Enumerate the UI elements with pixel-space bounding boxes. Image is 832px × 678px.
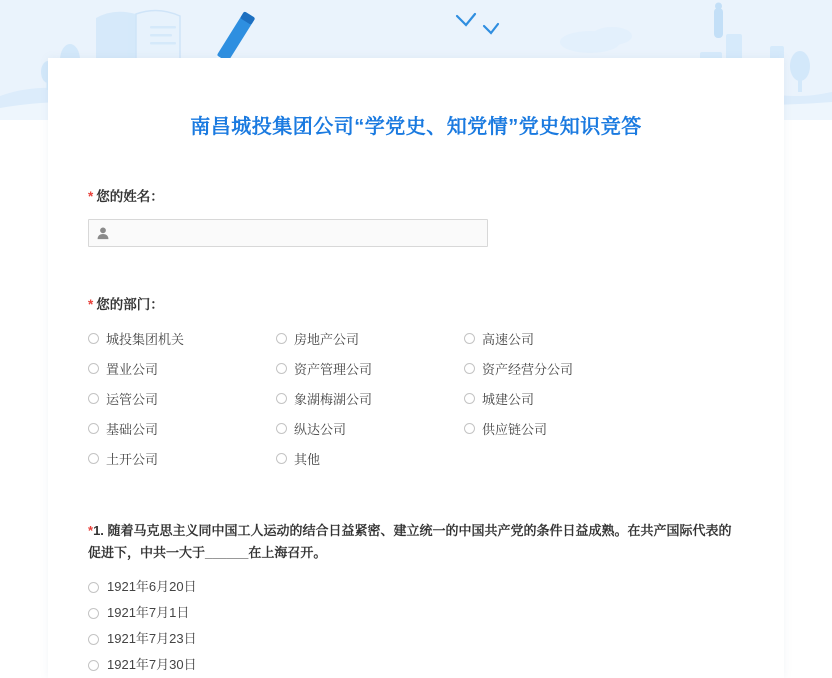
radio-option-dept-10[interactable] [276, 419, 464, 438]
radio-label: 供应链公司 [482, 422, 548, 437]
radio-option-q1-1[interactable] [88, 600, 744, 626]
radio-circle-icon[interactable] [88, 608, 99, 619]
question-1-text: 随着马克思主义同中国工人运动的结合日益紧密、建立统一的中国共产党的条件日益成熟。在共产国际代表的促进下，中共一大于______在上海召开。 [88, 523, 732, 560]
radio-option-q1-2[interactable] [88, 626, 744, 652]
radio-circle-icon[interactable] [276, 393, 287, 404]
radio-option-dept-5[interactable] [464, 359, 652, 378]
radio-circle-icon[interactable] [276, 363, 287, 374]
radio-option-dept-11[interactable] [464, 419, 652, 438]
radio-label: 1921年7月23日 [107, 631, 197, 646]
radio-circle-icon[interactable] [276, 333, 287, 344]
radio-option-dept-9[interactable] [88, 419, 276, 438]
user-icon [89, 226, 117, 240]
question-1-text-line [88, 520, 744, 564]
radio-circle-icon[interactable] [88, 660, 99, 671]
question-1-options [88, 574, 744, 678]
name-label-text: 您的姓名： [96, 189, 164, 204]
radio-circle-icon[interactable] [276, 423, 287, 434]
radio-circle-icon[interactable] [88, 423, 99, 434]
required-asterisk: * [88, 523, 94, 538]
radio-label: 土开公司 [106, 452, 159, 467]
page-title: 南昌城投集团公司“学党史、知党情”党史知识竞答 [190, 116, 642, 138]
radio-circle-icon[interactable] [464, 423, 475, 434]
radio-option-dept-3[interactable] [88, 359, 276, 378]
radio-label: 基础公司 [106, 422, 159, 437]
radio-label: 城投集团机关 [106, 332, 185, 347]
radio-label: 置业公司 [106, 362, 159, 377]
radio-option-dept-0[interactable] [88, 329, 276, 348]
department-label-text: 您的部门： [96, 297, 164, 312]
radio-circle-icon[interactable] [88, 634, 99, 645]
name-input[interactable] [117, 220, 487, 246]
radio-option-dept-1[interactable] [276, 329, 464, 348]
radio-label: 高速公司 [482, 332, 535, 347]
radio-circle-icon[interactable] [464, 363, 475, 374]
radio-circle-icon[interactable] [88, 333, 99, 344]
survey-card [48, 58, 784, 678]
radio-option-dept-6[interactable] [88, 389, 276, 408]
radio-circle-icon[interactable] [464, 393, 475, 404]
form-body [48, 187, 784, 678]
radio-option-dept-8[interactable] [464, 389, 652, 408]
radio-label: 1921年7月30日 [107, 657, 197, 672]
radio-circle-icon[interactable] [88, 363, 99, 374]
radio-label: 城建公司 [482, 392, 535, 407]
radio-option-dept-13[interactable] [276, 449, 464, 468]
radio-circle-icon[interactable] [88, 393, 99, 404]
required-asterisk: * [88, 189, 94, 204]
department-options [88, 329, 744, 468]
radio-circle-icon[interactable] [464, 333, 475, 344]
radio-option-dept-7[interactable] [276, 389, 464, 408]
required-asterisk: * [88, 297, 94, 312]
radio-label: 运管公司 [106, 392, 159, 407]
radio-label: 象湖梅湖公司 [294, 392, 373, 407]
name-input-wrapper[interactable] [88, 219, 488, 247]
radio-circle-icon[interactable] [88, 582, 99, 593]
radio-label: 资产管理公司 [294, 362, 373, 377]
radio-label: 其他 [294, 452, 321, 467]
radio-option-q1-0[interactable] [88, 574, 744, 600]
radio-circle-icon[interactable] [88, 453, 99, 464]
name-question-label [88, 187, 744, 207]
radio-label: 1921年7月1日 [107, 605, 190, 620]
radio-label: 房地产公司 [294, 332, 360, 347]
radio-circle-icon[interactable] [276, 453, 287, 464]
radio-option-dept-2[interactable] [464, 329, 652, 348]
department-question-label [88, 295, 744, 315]
radio-label: 纵达公司 [294, 422, 347, 437]
question-1 [88, 520, 744, 678]
radio-label: 资产经营分公司 [482, 362, 574, 377]
radio-option-dept-12[interactable] [88, 449, 276, 468]
radio-label: 1921年6月20日 [107, 579, 197, 594]
question-1-number: 1. [93, 523, 104, 538]
radio-option-q1-3[interactable] [88, 652, 744, 678]
radio-option-dept-4[interactable] [276, 359, 464, 378]
